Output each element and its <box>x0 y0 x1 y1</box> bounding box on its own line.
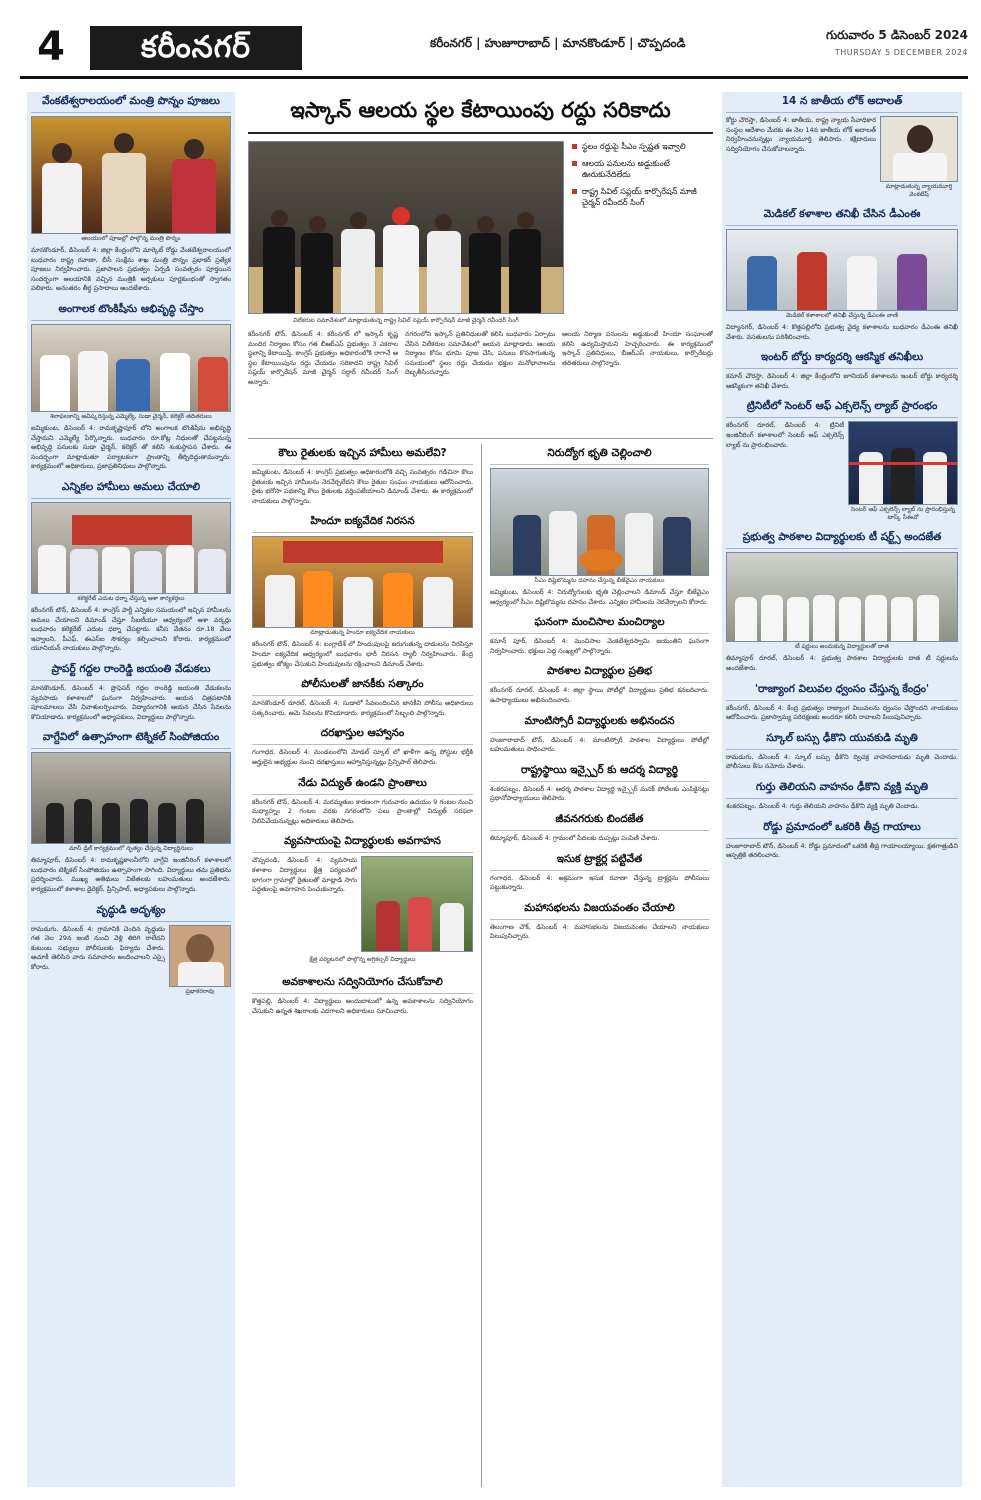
lead-rule <box>248 132 713 134</box>
story-hindu-protest <box>248 512 477 675</box>
story-headline: ఎన్నికల హామీలు అమలు చేయాలి <box>31 478 231 499</box>
lead-body-part-2: నగరంలోని ఇస్కాన్ ప్రతినిధులతో కలిసి బుధవారం ఏర్పాటు చేసిన విలేకరుల సమావేశంలో ఆయన మాట్లాడారు. ఆలయ నిర్మాణం కోసం భూమి పూజ చేసి, పనులు కొనసాగుతున్న సమయంలో స్థలం రద్దు చేయడం భక్తుల మనోభావాలను దెబ్బతీసిందన్నారు. <box>405 330 555 377</box>
photo-foundation-stone <box>31 324 231 412</box>
story-agri-awareness <box>248 832 477 973</box>
story-headline: వ్యవసాయంపై విద్యార్థులకు అవగాహన <box>252 832 473 853</box>
dateline <box>826 28 968 57</box>
photo-caption: శిలాఫలకాన్ని ఆవిష్కరిస్తున్న ఎమ్మెల్యే, సుడా చైర్మన్, కలెక్టర్ తదితరులు <box>50 412 212 420</box>
story-headline: ఇంటర్ బోర్డు కార్యదర్శి ఆకస్మిక తనిఖీలు <box>726 348 958 369</box>
story-inter-board <box>722 348 962 397</box>
story-body: తెలంగాణ చౌక్, డిసెంబర్ 4: మహాసభలను విజయవంతం చేయాలని నాయకులు పిలుపునిచ్చారు. <box>490 922 709 941</box>
masthead-rule <box>20 76 968 79</box>
story-headline: నేడు విద్యుత్ ఉండని ప్రాంతాలు <box>252 774 473 795</box>
story-body: కరీంనగర్ రూరల్, డిసెంబర్ 4: జిల్లా స్థాయి పోటీల్లో విద్యార్థులు ప్రతిభ కనబరిచారు. ఉపాధ్యాయులు అభినందించారు. <box>490 686 709 704</box>
story-body: జమ్మికుంట, డిసెంబర్ 4: నిరుద్యోగులకు భృతి చెల్లించాలని డిమాండ్ చేస్తూ బీజేవైఎం ఆధ్వర్యంలో సీఎం దిష్టిబొమ్మను దహనం చేశారు. ఎన్నికల హామీలను నెరవేర్చాలని కోరారు. <box>490 588 709 606</box>
photo-caption: ఆలయంలో పూజల్లో పాల్గొన్న మంత్రి పొన్నం <box>81 235 181 242</box>
story-headline: కౌలు రైతులకు ఇచ్చిన హామీలు అమలేవి? <box>252 444 473 465</box>
story-body: కమాన్ పూర్, డిసెంబర్ 4: మంచిసాల వెంకటేశ్వరస్వామి జయంతిని ఘనంగా నిర్వహించారు. భక్తులు పెద్ద సంఖ్యలో పాల్గొన్నారు. <box>490 637 709 655</box>
story-angalaka <box>27 300 235 478</box>
story-applications <box>248 724 477 773</box>
story-road-accident <box>722 818 962 867</box>
section-subtitle: కరీంనగర్ | హుజూరాబాద్ | మానకొండూర్ | చొప్పదండి <box>430 36 686 50</box>
story-asha-dharna <box>27 478 235 660</box>
story-montessori <box>486 712 713 761</box>
lead-bullets <box>572 141 713 214</box>
story-headline: నిరుద్యోగ భృతి చెల్లించాలి <box>490 444 709 465</box>
story-headline: పోలీసులతో జానకీకు సత్కారం <box>252 675 473 696</box>
story-headline: హిందూ ఐక్యవేదిక నిరసన <box>252 512 473 533</box>
story-headline: వేంకటేశ్వరాలయంలో మంత్రి పొన్నం పూజలు <box>31 92 231 113</box>
story-headline: ఇసుక ట్రాక్టర్ల పట్టివేత <box>490 850 709 871</box>
story-headline: ప్రభుత్వ పాఠశాల విద్యార్థులకు టీ షర్ట్స్ అందజేత <box>726 528 958 549</box>
story-headline: దరఖాస్తుల ఆహ్వానం <box>252 724 473 745</box>
story-headline: మాంటిస్సోరీ విద్యార్థులకు అభినందన <box>490 712 709 733</box>
date-english: THURSDAY 5 DECEMBER 2024 <box>834 48 968 57</box>
story-headline: స్కూల్ బస్సు ఢీకొని యువకుడి మృతి <box>726 729 958 750</box>
story-headline: 'రాజ్యాంగ విలువల ధ్వంసం చేస్తున్న కేంద్రం' <box>726 680 958 701</box>
story-lok-adalat <box>722 92 962 198</box>
story-headline: మెడికల్ కళాశాల తనిఖీ చేసిన డీఎంఈ <box>726 205 958 226</box>
story-body: జమ్మికుంట, డిసెంబర్ 4: కాంగ్రెస్ ప్రభుత్వం అధికారంలోకి వచ్చి సంవత్సరం గడిచినా కౌలు రైతులకు ఇచ్చిన హామీలను నెరవేర్చలేదని కౌలు రైతుల సంఘం నాయకులు ఆరోపించారు. రైతు భరోసా పథకాన్ని కౌలు రైతులకు వర్తింపజేయాలని డిమాండ్ చేశారు. ఈ కార్యక్రమంలో నాయకులు పాల్గొన్నారు. <box>252 468 473 505</box>
photo-caption: మాస్ డ్రిల్ కార్యక్రమంలో నృత్యం చేస్తున్న విద్యార్థినులు <box>69 845 193 853</box>
story-temple-pooja <box>27 92 235 300</box>
story-headline: ప్రాపర్ట్ గద్దల రాంరెడ్డి జయంతి వేడుకలు <box>31 660 231 681</box>
story-body: శంకరపట్నం, డిసెంబర్ 4: ఆదర్శ పాఠశాల విద్యార్థి ఇన్స్పైర్ మనక్ పోటీలకు ఎంపికైనట్లు ప్రధానోపాధ్యాయులు తెలిపారు. <box>490 784 709 803</box>
lead-bottom-rule <box>248 438 713 439</box>
story-body: కొత్తపల్లి, డిసెంబర్ 4: విద్యార్థులు అందుబాటులో ఉన్న అవకాశాలను సద్వినియోగం చేసుకుని ఉన్నత శిఖరాలకు ఎదగాలని అధికారులు సూచించారు. <box>252 997 473 1015</box>
photo-caption: మాట్లాడుతున్న హిందూ ఐక్యవేదిక నాయకులు <box>310 629 415 637</box>
photo-caption: క్షేత్ర పర్యటనలో పాల్గొన్న అగ్రికల్చర్ విద్యార్థులు <box>309 956 416 964</box>
story-body: గంగాధర, డిసెంబర్ 4: మండలంలోని మోడల్ స్కూల్ లో ఖాళీగా ఉన్న పోస్టుల భర్తీకి అర్హులైన అభ్యర్థుల నుంచి దరఖాస్తులు ఆహ్వానిస్తున్నట్లు ప్రిన్సిపాల్ తెలిపారు. <box>252 748 473 766</box>
story-body: రామడుగు, డిసెంబర్ 4: గ్రామానికి చెందిన వృద్ధుడు గత నెల 29న ఇంటి నుంచి వెళ్లి తిరిగి రాలేదని కుటుంబ సభ్యులు పోలీసులకు ఫిర్యాదు చేశారు. ఆచూకీ తెలిసిన వారు సమాచారం అందించాలని ఎస్సై కోరారు. <box>31 924 165 972</box>
story-medical-college <box>722 205 962 348</box>
lead-body-part-3: ఆలయ నిర్మాణ పనులను అడ్డుకుంటే హిందూ సంఘాలతో కలిసి ఉద్యమిస్తామని హెచ్చరించారు. ఈ కార్యక్రమంలో ఇస్కాన్ ప్రతినిధులు, బీఆర్ఎస్ నాయకులు, కార్పొరేటర్లు తదితరులు పాల్గొన్నారు. <box>562 330 713 367</box>
lead-bullet: స్థలం రద్దుపై సీఎం స్పష్టత ఇవ్వాలి <box>572 141 713 158</box>
story-body: గంగాధర, డిసెంబర్ 4: అక్రమంగా ఇసుక రవాణా చేస్తున్న ట్రాక్టర్లను పోలీసులు పట్టుకున్నారు. <box>490 873 709 892</box>
story-body: చొప్పదండి, డిసెంబర్ 4: వ్యవసాయ కళాశాల విద్యార్థులు క్షేత్ర పర్యటనలో భాగంగా గ్రామాల్లో రైతులతో మాట్లాడి సాగు పద్ధతులపై అవగాహన పెంచుకున్నారు. <box>252 856 357 894</box>
story-headline: రాష్ట్రస్థాయి ఇన్స్పైర్ కు ఆదర్శ విద్యార్థి <box>490 761 709 782</box>
photo-lab-opening <box>848 421 958 505</box>
photo-effigy-burning <box>490 468 709 576</box>
story-missing-man <box>27 901 235 995</box>
center-right-column <box>486 444 713 1487</box>
story-headline: వాగ్దేవిలో ఉత్సాహంగా టెక్నికల్ సింపోజియం <box>31 728 231 749</box>
photo-caption: టీ షర్టులు అందుకున్న విద్యార్థులతో దాత <box>795 643 889 651</box>
story-body: మానకొండూర్ రూరల్, డిసెంబర్ 4: సుడాలో సేవలందించిన జానకీని పోలీసు అధికారులు సత్కరించారు. ఆమె సేవలను కొనియాడారు. కార్యక్రమంలో సిబ్బంది పాల్గొన్నారు. <box>252 699 473 717</box>
story-body: కరీంనగర్ టౌన్, డిసెంబర్ 4: కాంగ్రెస్ పార్టీ ఎన్నికల సమయంలో ఇచ్చిన హామీలను అమలు చేయాలని డిమాండ్ చేస్తూ సీఐటీయూ ఆధ్వర్యంలో ఆశా వర్కర్లు బుధవారం కలెక్టరేట్ ఎదుట ధర్నా చేపట్టారు. కనీస వేతనం రూ.18 వేలు ఇవ్వాలని, పీఎఫ్, ఈఎస్ఐ సౌకర్యం కల్పించాలని కోరారు. కార్యక్రమంలో యూనియన్ నాయకులు పాల్గొన్నారు. <box>31 605 231 653</box>
portrait-caption: ప్రభాకరరావు <box>185 987 215 995</box>
photo-temple-pooja <box>31 116 231 234</box>
story-unemployment <box>486 444 713 613</box>
masthead <box>20 22 968 72</box>
lead-bullet: రాష్ట్ర సివిల్ సప్లయ్ కార్పొరేషన్ మాజీ చైర్మన్ రవీందర్ సింగ్ <box>572 186 713 214</box>
story-body: హుజూరాబాద్ టౌన్, డిసెంబర్ 4: మాంటిస్సోరీ పాఠశాల విద్యార్థులు పోటీల్లో బహుమతులు సాధించారు. <box>490 735 709 754</box>
story-body: విద్యానగర్, డిసెంబర్ 4: కొత్తపల్లిలోని ప్రభుత్వ వైద్య కళాశాలను బుధవారం డీఎంఈ తనిఖీ చేశారు. వసతులను పరిశీలించారు. <box>726 323 958 341</box>
story-headline: అవకాశాలను సద్వినియోగం చేసుకోవాలి <box>252 973 473 994</box>
story-headline: ట్రినిటీలో సెంటర్ ఆఫ్ ఎక్సలెన్స్ ల్యాబ్ ప్రారంభం <box>726 397 958 418</box>
story-power-cut <box>248 774 477 833</box>
lead-body-part-1: కరీంనగర్ టౌన్, డిసెంబర్ 4: కరీంనగర్ లో ఇస్కాన్ కృష్ణ మందిర నిర్మాణం కోసం గత బీఆర్ఎస్ ప్రభుత్వం 3 ఎకరాల స్థలాన్ని కేటాయిస్తే, కాంగ్రెస్ ప్రభుత్వం అధికారంలోకి రాగానే ఆ స్థల కేటాయింపును రద్దు చేయడం సరికాదని రాష్ట్ర సివిల్ సప్లయ్ కార్పొరేషన్ మాజీ చైర్మన్ సర్దార్ రవీందర్ సింగ్ అన్నారు. <box>248 330 398 386</box>
story-tshirts <box>722 528 962 679</box>
story-constitution <box>722 680 962 729</box>
story-headline: ఘనంగా మంచిసాల మంచిర్యాల <box>490 613 709 634</box>
story-body: మానకొండూర్, డిసెంబర్ 4: జిల్లా కేంద్రంలోని మార్కెట్ రోడ్డు వేంకటేశ్వరాలయంలో బుధవారం రాష్ట్ర రవాణా, బీసీ సంక్షేమ శాఖ మంత్రి పొన్నం ప్రభాకర్ ప్రత్యేక పూజలు నిర్వహించారు. ప్రజాపాలన ప్రభుత్వం ఏర్పడి సంవత్సరం పూర్తయిన సందర్భంగా ఆలయానికి వచ్చిన మంత్రికి అర్చకులు పూర్ణకుంభంతో స్వాగతం పలికారు. అనంతరం తీర్థ ప్రసాదాలు అందజేశారు. <box>31 246 231 293</box>
date-telugu: గురువారం 5 డిసెంబర్ 2024 <box>826 28 968 42</box>
story-janaki-felicitation <box>248 675 477 724</box>
left-column <box>27 92 235 1487</box>
story-tenant-farmers <box>248 444 477 512</box>
photo-medical-inspection <box>726 229 958 311</box>
photo-caption: కలెక్టరేట్ ఎదుట ధర్నా చేస్తున్న ఆశా కార్యకర్తలు <box>77 594 185 602</box>
story-headline: రోడ్డు ప్రమాదంలో ఒకరికి తీవ్ర గాయాలు <box>726 818 958 839</box>
story-vehicle-accident <box>722 778 962 818</box>
page-number: 4 <box>37 24 65 70</box>
photo-caption: మెడికల్ కళాశాలలో తనిఖీ చేస్తున్న డీఎంఈ వాణి <box>786 312 898 319</box>
story-vagdevi-symposium <box>27 728 235 900</box>
story-opportunities <box>248 973 477 1022</box>
missing-man-portrait <box>169 925 231 999</box>
story-body: కరీంనగర్ టౌన్, డిసెంబర్ 4: బంగ్లాదేశ్ లో హిందువులపై జరుగుతున్న దాడులను నిరసిస్తూ హిందూ ఐక్యవేదిక ఆధ్వర్యంలో బుధవారం భారీ నిరసన ర్యాలీ నిర్వహించారు. కేంద్ర ప్రభుత్వం జోక్యం చేసుకుని హిందువులను రక్షించాలని డిమాండ్ చేశారు. <box>252 640 473 668</box>
center-left-column <box>248 444 477 1487</box>
story-trinity-lab <box>722 397 962 522</box>
lead-photo-press-meet <box>248 141 564 314</box>
story-body: కరీంనగర్ టౌన్, డిసెంబర్ 4: మరమ్మతుల కారణంగా గురువారం ఉదయం 9 గంటల నుంచి మధ్యాహ్నం 2 గంటల వరకు నగరంలోని పలు ప్రాంతాల్లో విద్యుత్ సరఫరా నిలిపివేయనున్నట్లు అధికారులు తెలిపారు. <box>252 797 473 825</box>
story-body: కరీంనగర్, డిసెంబర్ 4: కేంద్ర ప్రభుత్వం రాజ్యాంగ విలువలను ధ్వంసం చేస్తోందని నాయకులు ఆరోపించారు. ప్రజాస్వామ్య పరిరక్షణకు అందరూ కలిసి రావాలని పిలుపునిచ్చారు. <box>726 703 958 722</box>
photo-field-visit <box>361 856 473 952</box>
trinity-photo-block <box>848 421 958 525</box>
story-headline: జీవనగరుకు బిందజేత <box>490 810 709 831</box>
lead-photo-caption: విలేకరుల సమావేశంలో మాట్లాడుతున్న రాష్ట్ర సివిల్ సప్లయ్ కార్పొరేషన్ మాజీ చైర్మన్ రవీందర్ సింగ్ <box>293 317 519 324</box>
story-body: రామడుగు, డిసెంబర్ 4: స్కూల్ బస్సు ఢీకొని ద్విచక్ర వాహనదారుడు మృతి చెందాడు. పోలీసులు కేసు నమోదు చేశారు. <box>726 752 958 771</box>
story-headline: పాఠశాల విద్యార్థుల ప్రతిభ <box>490 662 709 683</box>
story-body: మానకొండూర్, డిసెంబర్ 4: ప్రొఫెసర్ గద్దల రాంరెడ్డి జయంతి వేడుకలను వ్యవసాయ కళాశాలలో ఘనంగా నిర్వహించారు. ఆయన చిత్రపటానికి పూలమాలలు వేసి నివాళులర్పించారు. విద్యారంగానికి ఆయన చేసిన సేవలను కొనియాడారు. కార్యక్రమంలో అధ్యాపకులు, విద్యార్థులు పాల్గొన్నారు. <box>31 683 231 721</box>
portrait-caption: మాట్లాడుతున్న న్యాయమూర్తి వెంకటేష్ <box>885 183 953 198</box>
story-headline: గుర్తు తెలియని వాహనం ఢీకొని వ్యక్తి మృతి <box>726 778 958 799</box>
right-column <box>722 92 962 1487</box>
photo-caption: సీఎం దిష్టిబొమ్మను దహనం చేస్తున్న బీజేవైఎం నాయకులు <box>534 577 665 584</box>
portrait-photo <box>169 925 231 987</box>
story-school-bus-accident <box>722 729 962 778</box>
story-body: కోర్టు చౌరస్తా, డిసెంబర్ 4: జాతీయ, రాష్ట్ర న్యాయ సేవాధికార సంస్థల ఆదేశాల మేరకు ఈ నెల 14న జాతీయ లోక్ అదాలత్ నిర్వహించనున్నట్లు న్యాయమూర్తి తెలిపారు. కక్షిదారులు సద్వినియోగం చేసుకోవాలన్నారు. <box>726 116 876 153</box>
lead-bullet: ఆలయ పనులను అడ్డుకుంటే ఊరుకునేదిలేదు <box>572 158 713 186</box>
photo-mass-drill <box>31 752 231 844</box>
story-body: కమాన్ చౌరస్తా, డిసెంబర్ 4: జిల్లా కేంద్రంలోని జూనియర్ కళాశాలను ఇంటర్ బోర్డు కార్యదర్శి ఆకస్మికంగా తనిఖీ చేశారు. <box>726 372 958 390</box>
photo-caption: సెంటర్ ఆఫ్ ఎక్సలెన్స్ ల్యాబ్ ను ప్రారంభిస్తున్న టాస్క్ సీఈవో <box>851 506 955 522</box>
story-body: తిమ్మాపూర్, డిసెంబర్ 4: రామకృష్ణకాలనీలోని వాగ్దేవి ఇంజినీరింగ్ కళాశాలలో బుధవారం టెక్నికల్ సింపోజియం ఉత్సాహంగా సాగింది. విద్యార్థులు తమ ప్రతిభను ప్రదర్శించారు. ముఖ్య అతిథులు విజేతలకు బహుమతులు అందజేశారు. కార్యక్రమంలో కళాశాల డైరెక్టర్, ప్రిన్సిపాల్, అధ్యాపకులు పాల్గొన్నారు. <box>31 856 231 894</box>
story-ramreddy-jayanti <box>27 660 235 728</box>
lead-headline: ఇస్కాన్ ఆలయ స్థల కేటాయింపు రద్దు సరికాదు <box>290 98 671 122</box>
story-headline: మహాసభలను విజయవంతం చేయాలి <box>490 899 709 920</box>
judge-portrait <box>880 116 958 202</box>
story-inspire <box>486 761 713 810</box>
story-body: తిమ్మాపూర్, డిసెంబర్ 4: గ్రామంలో పేదలకు దుప్పట్లు పంపిణీ చేశారు. <box>490 833 660 842</box>
story-mahasabha <box>486 899 713 948</box>
story-body: శంకరపట్నం, డిసెంబర్ 4: గుర్తు తెలియని వాహనం ఢీకొని వ్యక్తి మృతి చెందాడు. <box>726 801 920 810</box>
story-manchisala <box>486 613 713 662</box>
photo-hindu-protest <box>252 536 473 628</box>
photo-tshirt-distribution <box>726 552 958 642</box>
story-body: హుజూరాబాద్ టౌన్, డిసెంబర్ 4: రోడ్డు ప్రమాదంలో ఒకరికి తీవ్ర గాయాలయ్యాయి. క్షతగాత్రుడిని ఆస్పత్రికి తరలించారు. <box>726 841 958 860</box>
story-body: కరీంనగర్ రూరల్, డిసెంబర్ 4: ట్రినిటీ ఇంజినీరింగ్ కళాశాలలో సెంటర్ ఆఫ్ ఎక్సలెన్స్ ల్యాబ్ ను ప్రారంభించారు. <box>726 421 844 449</box>
story-headline: 14 న జాతీయ లోక్ అదాలత్ <box>726 92 958 113</box>
photo-dharna <box>31 502 231 594</box>
story-sand-tractors <box>486 850 713 899</box>
story-school-talent <box>486 662 713 711</box>
story-body: తిమ్మాపూర్ రూరల్, డిసెంబర్ 4: ప్రభుత్వ పాఠశాల విద్యార్థులకు దాత టీ షర్టులను అందజేశారు. <box>726 654 958 672</box>
portrait-photo <box>880 116 958 182</box>
story-body: జమ్మికుంట, డిసెంబర్ 4: రామకృష్ణాపూర్ లోని అంగాలక టొంకిషీను అభివృద్ధి చేస్తామని ఎమ్మెల్యే పేర్కొన్నారు. బుధవారం రూ.కోట్ల నిధులతో చేపట్టనున్న అభివృద్ధి పనులకు సుడా చైర్మన్, కలెక్టర్ తో కలిసి శంకుస్థాపన చేశారు. ఈ సందర్భంగా మాట్లాడుతూ పర్యాటకంగా ప్రాంతాన్ని తీర్చిదిద్దుతామన్నారు. కార్యక్రమంలో అధికారులు, ప్రజాప్రతినిధులు పాల్గొన్నారు. <box>31 423 231 471</box>
story-headline: అంగాలక టొంకిషీను ఆభివృద్ధి చేస్తాం <box>31 300 231 321</box>
story-blankets <box>486 810 713 850</box>
story-headline: వృద్ధుడి అదృశ్యం <box>31 901 231 922</box>
newspaper-section-title: కరీంనగర్ <box>90 26 302 70</box>
column-separator <box>481 444 482 1487</box>
